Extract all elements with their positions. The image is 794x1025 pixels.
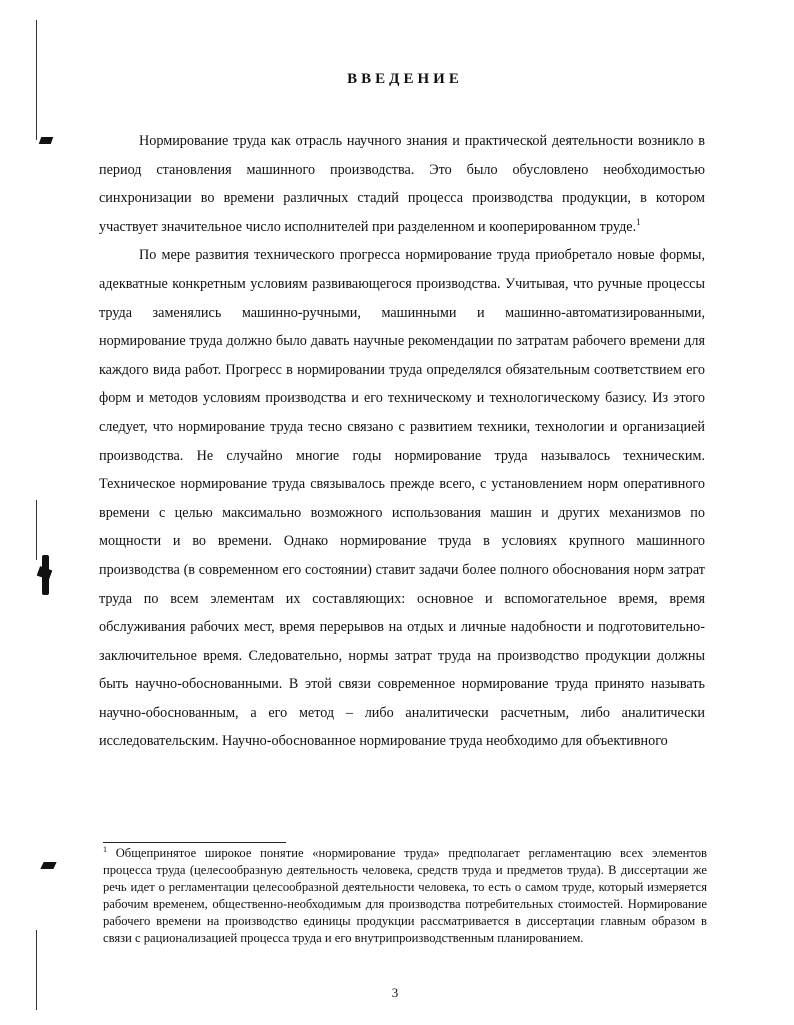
scan-edge-line [36,930,37,1010]
paragraph [99,127,705,241]
scan-mark [39,137,54,144]
paragraph-text: По мере развития технического прогресса нормирование труда приобретало новые формы, адекватные конкретным условиям развивающегося производства. Учитывая, что ручные процессы труда заменялись машинно-ручными, машинными и машинно-автоматизированными, нормирование труда должно было давать научные рекомендации по затратам рабочего времени для каждого вида работ. Прогресс в нормировании труда определялся обязательным соответствием его форм и методов условиям производства и его техническому и технологическому базису. Из этого следует, что нормирование труда тесно связано с развитием техники, технологии и организацией производства. Не случайно многие годы нормирование труда называлось техническим. Техническое нормирование труда связывалось прежде всего, с установлением норм оперативного времени с целью максимально возможного использования машин и других механизмов по мощности и во времени. Однако нормирование труда в условиях крупного машинного производства (в современном его состоянии) ставит задачи более полного обоснования норм затрат труда по всем элементам их составляющих: основное и вспомогательное время, время обслуживания рабочих мест, время перерывов на отдых и личные надобности и подготовительно-заключительное время. Следовательно, нормы затрат труда на производство продукции должны быть научно-обоснованными. В этой связи современное нормирование труда принято называть научно-обоснованным, а его метод – либо аналитически расчетным, либо аналитически исследовательским. Научно-обоснованное нормирование труда необходимо для объективного [99,247,705,750]
body-text [99,127,705,756]
footnote-text: Общепринятое широкое понятие «нормирование труда» предполагает регламентацию всех элементов процесса труда (целесообразную деятельность человека, средств труда и предметов труда). В диссертации же речь идет о регламентации целесообразной деятельности человека, то есть о самом труде, который измеряется рабочим временем, общественно-необходимым для производства потребительных стоимостей. Нормирование рабочего времени на производство единицы продукции рассматривается в диссертации главным образом в связи с рационализацией процесса труда и его внутрипроизводственным планированием. [103,846,707,946]
footnote [103,845,707,948]
scan-edge-line [36,500,37,560]
footnote-marker: 1 [103,845,107,854]
paragraph-text: Нормирование труда как отрасль научного знания и практической деятельности возникло в период становления машинного производства. Это было обусловлено необходимостью синхронизации во времени различных стадий процесса производства продукции, в котором участвует значительное число исполнителей при разделенном и кооперированном труде. [99,133,705,235]
page-number: 3 [391,985,399,1000]
scan-mark [40,862,56,869]
scan-edge-line [36,20,37,140]
footnote-separator [103,842,286,843]
page-title: ВВЕДЕНИЕ [347,71,463,87]
scan-mark [37,566,53,580]
paragraph [99,241,705,756]
footnote-reference: 1 [636,216,641,227]
